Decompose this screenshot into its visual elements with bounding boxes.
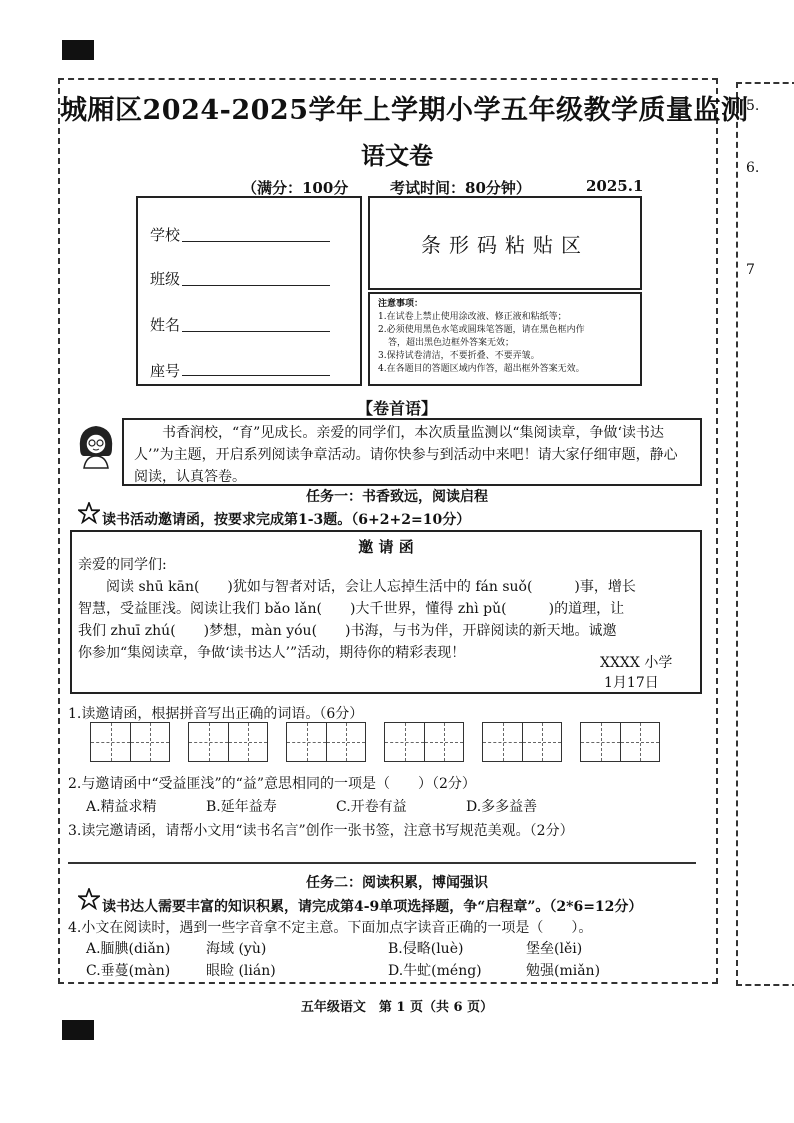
preface-text: 书香润校，“育”见成长。亲爱的同学们，本次质量监测以“集阅读章，争做‘读书达人’”为主题，开启系列阅读争章活动。请你快参与到活动中来吧！请大家仔细审题，静心阅读，认真答卷。 [134,425,678,485]
notice-item: 答，超出黑色边框外答案无效； [388,338,515,348]
student-info-box [136,196,362,386]
notice-item: 3.保持试卷清洁，不要折叠、不要弄皱。 [378,351,540,361]
q2-option-b[interactable]: B.延年益寿 [206,799,277,815]
time-info: 考试时间：80分钟） [390,179,531,197]
notice-item: 2.必须使用黑色水笔或圆珠笔答题，请在黑色框内作 [378,325,585,335]
q4-option-d[interactable]: D.牛虻(méng) [388,963,482,979]
answer-grids [90,722,660,762]
letter-line: 智慧，受益匪浅。阅读让我们 bǎo lǎn( )大千世界，懂得 zhì pǔ( )的道理，让 [78,601,625,617]
field-school-label: 学校 [150,226,181,244]
letter-greeting: 亲爱的同学们: [78,557,167,573]
q4-option-c-word2: 眼睑 (lián) [206,963,276,979]
question-2: 2.与邀请函中“受益匪浅”的“益”意思相同的一项是（ ）（2分） [68,776,476,792]
letter-line: 我们 zhuī zhú( )梦想，màn yóu( )书海，与书为伴，开辟阅读的新天地。诚邀 [78,623,617,639]
letter-date: 1月17日 [604,675,659,691]
invitation-letter [70,530,702,694]
answer-grid-1[interactable] [90,722,170,762]
answer-grid-6[interactable] [580,722,660,762]
field-name-input[interactable] [182,330,330,332]
field-seat-label: 座号 [150,362,181,380]
q4-option-b[interactable]: B.侵略(luè) [388,941,464,957]
q2-option-d[interactable]: D.多多益善 [466,799,538,815]
field-school-input[interactable] [182,240,330,242]
field-seat-input[interactable] [182,374,330,376]
q2-option-a[interactable]: A.精益求精 [86,799,157,815]
letter-title: 邀 请 函 [358,538,414,556]
alignment-marker-bottom [62,1020,94,1040]
q2-option-c[interactable]: C.开卷有益 [336,799,407,815]
page-footer: 五年级语文 第 1 页（共 6 页） [300,1000,494,1015]
notice-item: 4.在各题目的答题区域内作答，超出框外答案无效。 [378,364,585,374]
notice-item: 1.在试卷上禁止使用涂改液、修正液和粘纸等； [378,312,567,322]
answer-grid-2[interactable] [188,722,268,762]
letter-signature: XXXX 小学 [600,655,673,671]
preface-box [122,418,702,486]
q4-option-b-word2: 堡垒(lěi) [526,941,583,957]
answer-grid-3[interactable] [286,722,366,762]
answer-grid-5[interactable] [482,722,562,762]
question-4: 4.小文在阅读时，遇到一些字音拿不定主意。下面加点字读音正确的一项是（ ）。 [68,920,593,936]
preface-heading: 【卷首语】 [356,399,437,418]
divider [68,862,696,864]
side-number-6: 6. [746,160,760,176]
page-subtitle: 语文卷 [361,141,433,170]
task2-instruction: 读书达人需要丰富的知识积累，请完成第4-9单项选择题，争“启程章”。（2*6=12分） [102,899,643,915]
side-number-7: 7 [746,262,755,278]
q4-option-a-word2: 海域 (yù) [206,941,267,957]
barcode-label: 条形码粘贴区 [421,232,589,257]
task2-heading: 任务二：阅读积累，博闻强识 [306,875,488,891]
alignment-marker-top [62,40,94,60]
task1-instruction: 读书活动邀请函，按要求完成第1-3题。（6+2+2=10分） [102,512,471,528]
letter-line: 你参加“集阅读章，争做‘读书达人’”活动，期待你的精彩表现！ [78,645,466,661]
field-name-label: 姓名 [150,316,181,334]
field-class-input[interactable] [182,284,330,286]
girl-avatar-icon [74,422,118,470]
q4-option-d-word2: 勉强(miǎn) [526,963,601,979]
question-3: 3.读完邀请函，请帮小文用“读书名言”创作一张书签，注意书写规范美观。（2分） [68,823,574,839]
letter-line: 阅读 shū kān( )犹如与智者对话，会让人忘掉生活中的 fán suǒ( )事，增长 [106,579,636,595]
field-class-label: 班级 [150,270,181,288]
page-title: 城厢区2024-2025学年上学期小学五年级教学质量监测 [60,95,749,126]
side-number-5: 5. [746,98,760,114]
notice-title: 注意事项： [378,299,424,309]
exam-date: 2025.1 [586,177,644,195]
star-icon [78,502,100,524]
score-info: （满分：100分 [242,179,349,197]
next-page-frame [736,82,794,986]
question-1: 1.读邀请函，根据拼音写出正确的词语。（6分） [68,706,364,722]
q4-option-c[interactable]: C.垂蔓(màn) [86,963,171,979]
barcode-area [368,196,642,290]
task1-heading: 任务一：书香致远，阅读启程 [306,489,488,505]
notice-box [368,292,642,386]
q4-option-a[interactable]: A.腼腆(diǎn) [86,941,171,957]
answer-grid-4[interactable] [384,722,464,762]
star-icon [78,888,100,910]
